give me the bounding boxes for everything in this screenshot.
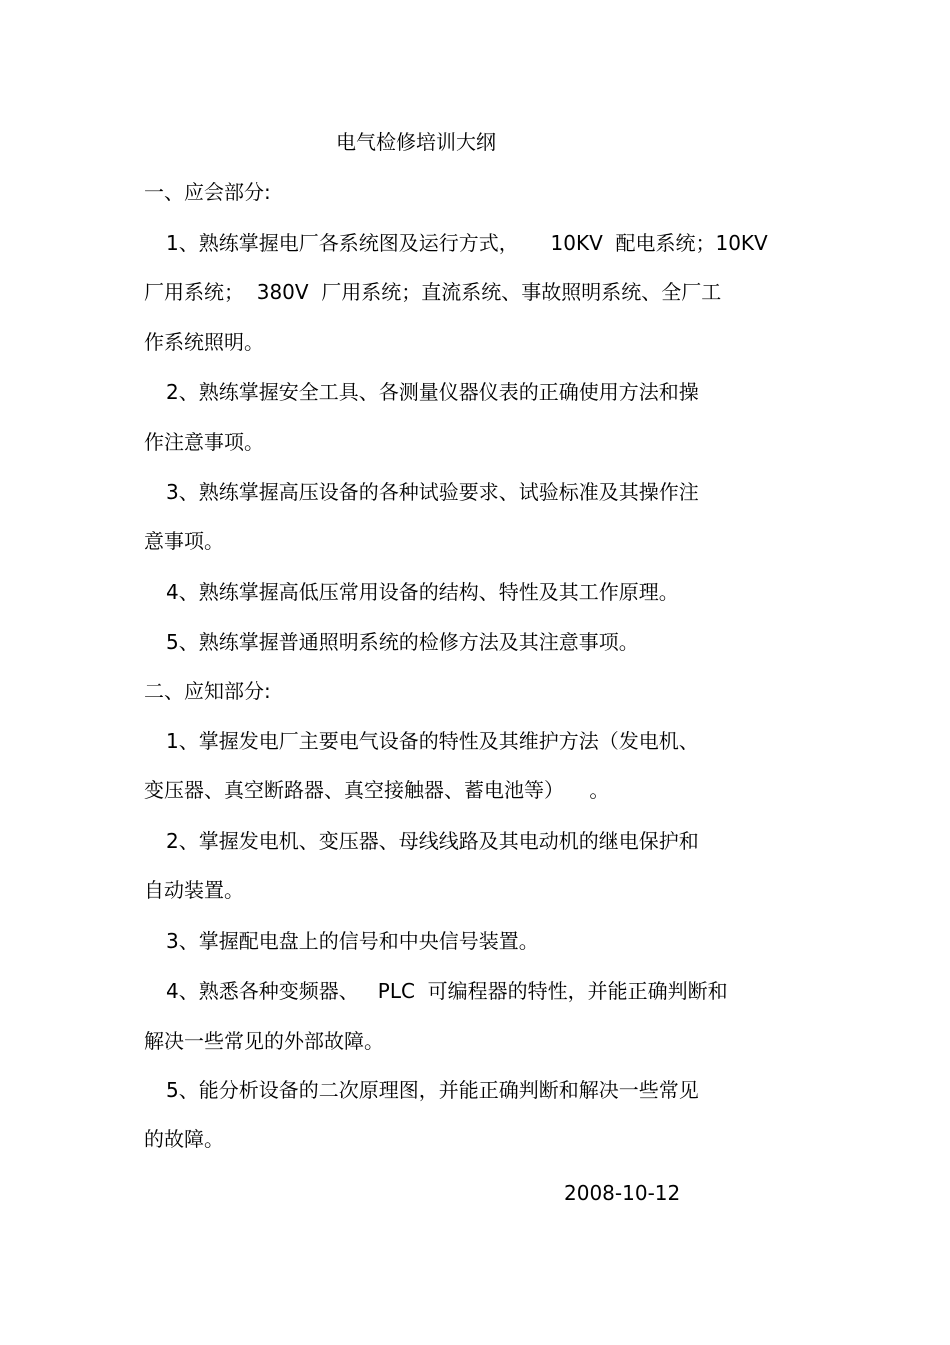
list-item-text: 5、熟练掌握普通照明系统的检修方法及其注意事项。 [166, 630, 639, 654]
section-heading-required-skills: 一、应会部分: [144, 180, 271, 204]
document-date: 2008-10-12 [564, 1181, 681, 1205]
list-item-text: 自动装置。 [144, 878, 244, 902]
list-item-text: 意事项。 [144, 529, 224, 553]
list-item-text: 解决一些常见的外部故障。 [144, 1029, 384, 1053]
list-item-text: 1、熟练掌握电厂各系统图及运行方式， 10KV 配电系统；10KV [166, 231, 768, 255]
list-item-text: 3、熟练掌握高压设备的各种试验要求、试验标准及其操作注 [166, 480, 699, 504]
list-item-text: 作系统照明。 [144, 330, 264, 354]
list-item-text: 5、能分析设备的二次原理图，并能正确判断和解决一些常见 [166, 1078, 699, 1102]
document-title: 电气检修培训大纲 [336, 130, 496, 154]
list-item-text: 4、熟悉各种变频器、 PLC 可编程器的特性，并能正确判断和 [166, 979, 728, 1003]
list-item-text: 3、掌握配电盘上的信号和中央信号装置。 [166, 929, 539, 953]
list-item-text: 2、熟练掌握安全工具、各测量仪器仪表的正确使用方法和操 [166, 380, 699, 404]
list-item-text: 的故障。 [144, 1127, 224, 1151]
list-item-text: 2、掌握发电机、变压器、母线线路及其电动机的继电保护和 [166, 829, 699, 853]
list-item-text: 作注意事项。 [144, 430, 264, 454]
list-item-text: 4、熟练掌握高低压常用设备的结构、特性及其工作原理。 [166, 580, 679, 604]
list-item-text: 变压器、真空断路器、真空接触器、蓄电池等） 。 [144, 778, 610, 802]
section-heading-required-knowledge: 二、应知部分: [144, 679, 271, 703]
list-item-text: 1、掌握发电厂主要电气设备的特性及其维护方法（发电机、 [166, 729, 699, 753]
list-item-text: 厂用系统； 380V 厂用系统；直流系统、事故照明系统、全厂工 [144, 280, 722, 304]
